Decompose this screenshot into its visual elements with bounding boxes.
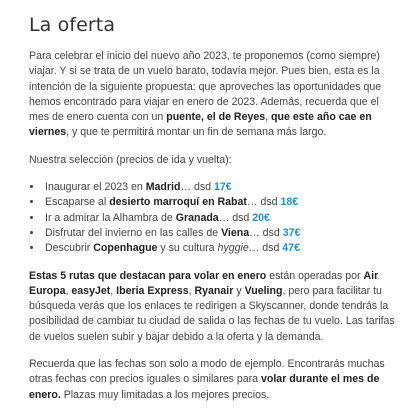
route-item-copenhague: • Descubrir Copenhague y su cultura hyggie… dsd 47€ [43, 241, 397, 256]
airlines-paragraph: Estas 5 rutas que destacan para volar en enero están operadas por Air Europa, easyJet, Iberia Express, Ryanair y Vueling, pero para facilitar tu búsqueda verás que los enlaces te redirigen a Skyscanner, donde tendrás la posibilidad de cambiar tu ciudad de salida o las fechas de tu vuelo. Las tarifas de vuelos suelen subir y bajar debido a la oferta y la demanda. [29, 269, 395, 343]
route-price[interactable]: 17€ [214, 181, 232, 194]
hyggie-word: hyggie [217, 242, 249, 255]
page-title: La oferta [29, 14, 116, 36]
airline-ryanair: Ryanair [194, 284, 234, 297]
airline-easyjet: easyJet [71, 284, 111, 297]
route-price[interactable]: 18€ [280, 196, 299, 209]
route-price[interactable]: 20€ [252, 211, 270, 224]
route-item-granada: • Ir a admirar la Alhambra de Granada… dsd 20€ [43, 211, 397, 226]
route-list [29, 180, 397, 256]
airline-vueling: Vueling [244, 284, 283, 297]
friday-highlight: que este año cae en viernes [29, 111, 372, 139]
route-price[interactable]: 37€ [282, 226, 301, 239]
route-destination[interactable]: Viena [221, 226, 250, 239]
route-destination[interactable]: Copenhague [93, 242, 158, 255]
route-item-madrid: • Inaugurar el 2023 en Madrid… dsd 17€ [43, 180, 397, 195]
outro-paragraph: Recuerda que las fechas son solo a modo de ejemplo. Encontrarás muchas otras fechas con precios iguales o similares para volar durante el mes de enero. Plazas muy limitadas a los mejores precios. [29, 358, 385, 401]
route-item-rabat: • Escaparse al desierto marroquí en Rabat… dsd 18€ [43, 195, 397, 210]
reyes-bridge-highlight: puente, el de Reyes [166, 111, 266, 124]
january-highlight: volar durante el mes de enero. [29, 373, 380, 401]
route-item-viena: • Disfrutar del invierno en las calles de Viena… dsd 37€ [43, 226, 397, 241]
route-price[interactable]: 47€ [282, 242, 300, 255]
selection-heading: Nuestra selección (precios de ida y vuelta): [29, 153, 232, 166]
airline-air-europa: Air Europa [29, 269, 379, 297]
route-destination[interactable]: Madrid [145, 181, 181, 194]
route-destination[interactable]: desierto marroquí en Rabat [109, 196, 247, 209]
routes-highlight: Estas 5 rutas que destacan para volar en enero [29, 269, 267, 282]
intro-paragraph: Para celebrar el inicio del nuevo año 2023, te proponemos (como siempre) viajar. Y si se trata de un vuelo barato, todavía mejor. Pues bien, esta es la intención de la siguiente propuesta: que aproveches las oportunidades que hemos encontrado para viajar en enero de 2023. Además, recuerda que el mes de enero cuenta con un puente, el de Reyes, que este año cae en viernes, y que te permitirá montar un fin de semana más largo. [29, 50, 382, 139]
route-destination[interactable]: Granada [175, 211, 219, 224]
airline-iberia-express: Iberia Express [116, 284, 189, 297]
